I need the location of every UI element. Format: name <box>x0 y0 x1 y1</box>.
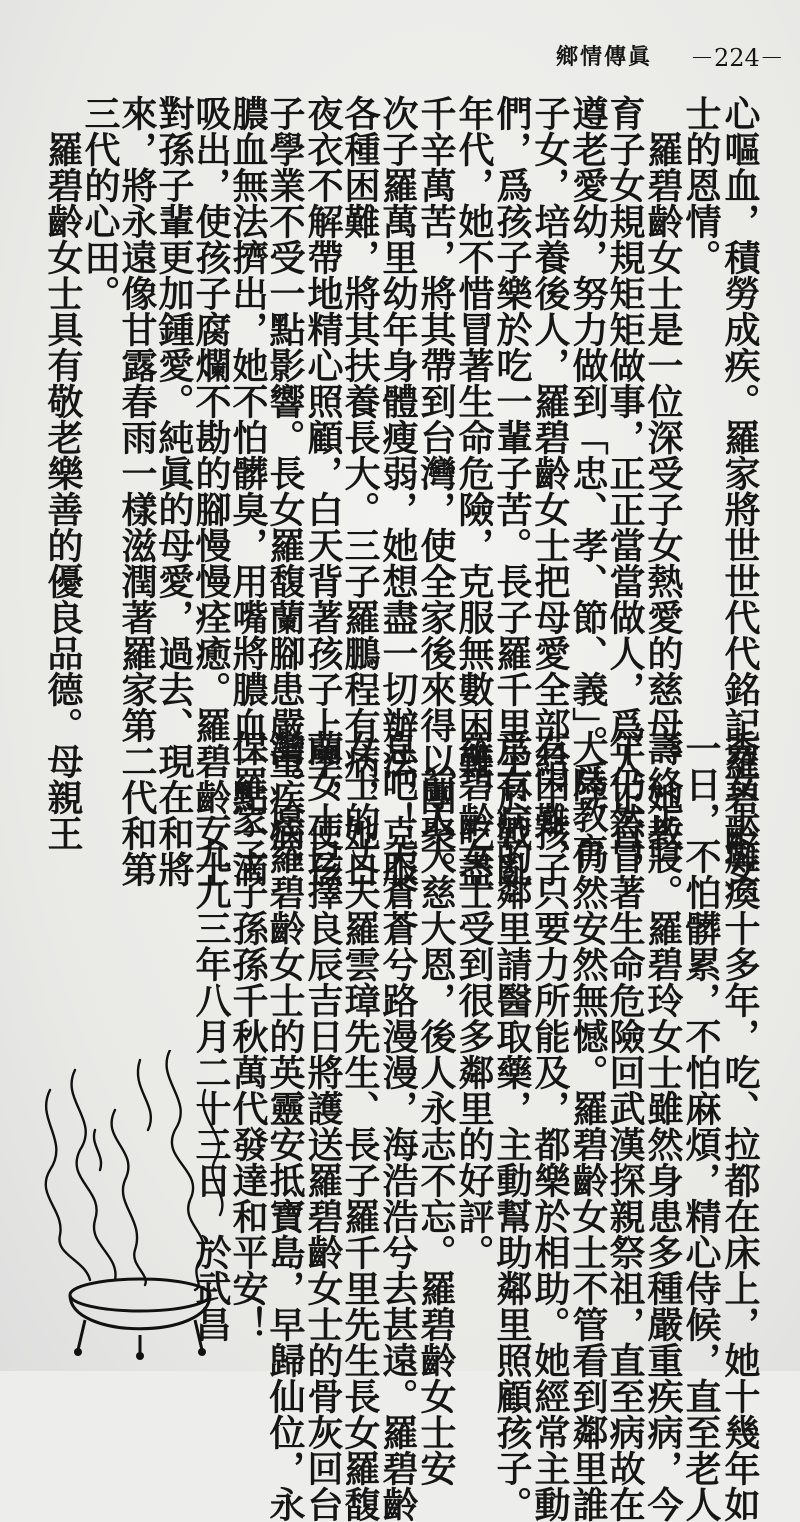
text-column: 士的恩情。 <box>680 95 722 275</box>
text-column: 有困難，只要力所能及，都樂於相助。她經常主動 <box>529 730 571 1522</box>
text-column: 壽終正寢。羅碧玲女士雖然身患多種嚴重疾病，今 <box>642 730 684 1522</box>
text-column: 羅碧齡女士受到很多鄰里的好評。 <box>453 730 495 1270</box>
text-column: 羅碧齡女士具有敬老樂善的優良品德。母親王 <box>42 95 84 851</box>
text-column: 對孫子輩更加鍾愛。純眞的母愛，過去、現在和將 <box>153 95 195 887</box>
text-column: 膿血無法擠出，她不怕髒臭，用嘴將膿血一點一滴 <box>227 95 269 887</box>
text-column: 子學業不受一點影響。長女羅馥蘭腳患嚴重疾病， <box>264 95 306 887</box>
text-column: 秀女士癱瘓十多年，吃、拉都在床上，她十幾年如 <box>719 730 761 1522</box>
text-column: 爲有病的鄰里請醫取藥，主動幫助鄰里照顧孩子。 <box>491 730 533 1522</box>
text-column: 一日，不怕髒累，不怕麻煩，精心侍候，直至老人 <box>680 730 722 1522</box>
page-number: －224－ <box>690 44 784 72</box>
text-column: 千辛萬苦，將其帶到台灣，使全家後來得以團聚。 <box>415 95 457 887</box>
text-column: 息吧！天蒼蒼兮路漫漫，海浩浩兮去甚遠。羅碧齡 <box>377 730 419 1522</box>
text-column: 大陸，仍然安然無憾。羅碧齡女士不管看到鄰里誰 <box>567 730 609 1522</box>
text-column: 育子女規規矩矩做事，正正當當做人，爲人正直， <box>604 95 646 887</box>
text-column: 羅碧齡女士是一位深受子女熱愛的慈母。她教 <box>642 95 684 851</box>
text-column: 吸出，使孩子腐爛不勘的腳慢慢痊癒。羅碧齡女士 <box>190 95 232 887</box>
text-column: 各種困難，將其扶養長大。三子羅鵬程有病，她日 <box>339 95 381 887</box>
text-column: 女士的丈夫羅雲璋先生、長子羅千里先生長女羅馥 <box>339 730 381 1522</box>
text-column: 遵老愛幼，努力做到「忠、孝、節、義」。爲教育 <box>567 95 609 869</box>
text-column: 們，爲孩子樂於吃一輩子苦。長子羅千里生於戰亂 <box>491 95 533 887</box>
text-column: 年仍然冒著生命危險回武漢探親祭祖，直至病故在 <box>604 730 646 1522</box>
text-column: 年代，她不惜冒著生命危險，克服無數困難，吃盡 <box>453 95 495 887</box>
text-column: 心嘔血，積勞成疾。羅家將世世代代銘記羅碧齡女 <box>719 95 761 887</box>
header-title: 鄉情傳眞 <box>556 44 653 70</box>
text-column: 灣。愿羅碧齡女士的英靈安抵寶島，早歸仙位，永 <box>264 730 306 1522</box>
text-column: 三代的心田。 <box>79 95 121 311</box>
text-column: 子女，培養後人，羅碧齡女士把母愛全部給了孩子 <box>529 95 571 887</box>
text-column: 夜衣不解帶地精心照顧，白天背著孩子上學，使孩 <box>302 95 344 887</box>
text-column: 保羅家子子孫孫千秋萬代發達和平安！ <box>227 730 269 1342</box>
text-column: 次子羅萬里幼年身體瘦弱，她想盡一切辦法，克服 <box>377 95 419 887</box>
text-column: 蘭女士已擇良辰吉日將護送羅碧齡女士的骨灰回台 <box>302 730 344 1522</box>
text-column: 前人大慈大恩，後人永志不忘。羅碧齡女士安 <box>415 730 457 1486</box>
text-column: 來，將永遠像甘露春雨一樣滋潤著羅家第二代和第 <box>116 95 158 887</box>
text-column: 一九九三年八月二十三日 於武昌 <box>190 730 232 1342</box>
incense-burner-illustration <box>30 1050 240 1360</box>
